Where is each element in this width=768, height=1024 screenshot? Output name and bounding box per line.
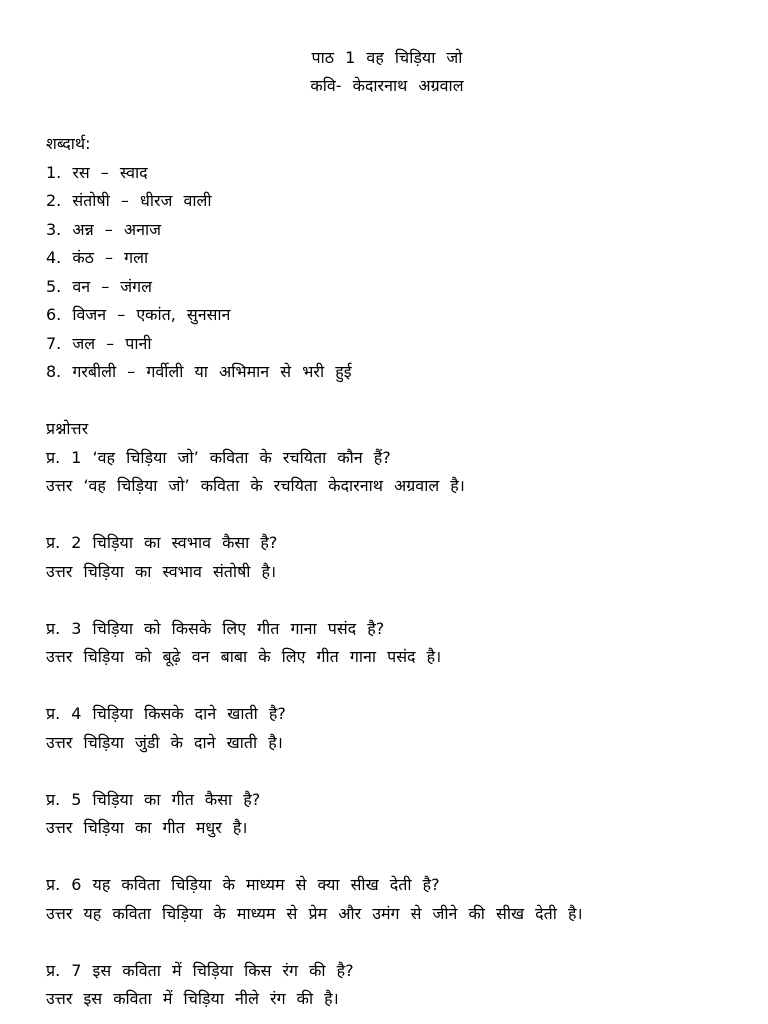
answer-text: उत्तर चिड़िया को बूढ़े वन बाबा के लिए गीत गाना पसंद है। — [46, 647, 442, 666]
poet-line: कवि- केदारनाथ अग्रवाल — [310, 76, 464, 95]
question-text: प्र. 5 चिड़िया का गीत कैसा है? — [46, 789, 261, 809]
glossary-heading: शब्दार्थ: — [46, 134, 91, 153]
glossary-list — [46, 159, 728, 387]
question-text: प्र. 4 चिड़िया किसके दाने खाती है? — [46, 704, 286, 723]
title-block — [46, 44, 728, 100]
qa-item — [46, 786, 728, 843]
qa-list — [46, 444, 728, 1014]
question-text: प्र. 1 ‘वह चिड़िया जो’ कविता के रचयिता कौन हैं? — [46, 447, 391, 467]
qa-item — [46, 871, 728, 928]
answer-text: उत्तर चिड़िया जुंडी के दाने खाती है। — [46, 732, 283, 752]
spacer — [46, 100, 728, 130]
answer-text: उत्तर यह कविता चिड़िया के माध्यम से प्रेम और उमंग से जीने की सीख देती है। — [46, 903, 583, 923]
answer-text: उत्तर चिड़िया का स्वभाव संतोषी है। — [46, 561, 277, 581]
glossary-item: 2. संतोषी – धीरज वाली — [46, 191, 212, 210]
question-text: प्र. 7 इस कविता में चिड़िया किस रंग की है? — [46, 960, 354, 980]
qa-item — [46, 700, 728, 757]
glossary-item: 4. कंठ – गला — [46, 248, 149, 267]
glossary-section — [46, 130, 728, 387]
qa-item — [46, 529, 728, 586]
answer-text: उत्तर चिड़िया का गीत मधुर है। — [46, 818, 248, 837]
glossary-item: 8. गरबीली – गर्वीली या अभिमान से भरी हुई — [46, 362, 352, 381]
question-text: प्र. 3 चिड़िया को किसके लिए गीत गाना पसंद है? — [46, 618, 385, 638]
glossary-item: 3. अन्न – अनाज — [46, 219, 161, 239]
lesson-title: पाठ 1 वह चिड़िया जो — [311, 48, 463, 67]
question-text: प्र. 6 यह कविता चिड़िया के माध्यम से क्या सीख देती है? — [46, 875, 440, 894]
qa-section — [46, 415, 728, 1014]
qa-item — [46, 444, 728, 501]
answer-text: उत्तर ‘वह चिड़िया जो’ कविता के रचयिता केदारनाथ अग्रवाल है। — [46, 476, 465, 495]
qa-item — [46, 957, 728, 1014]
glossary-item: 1. रस – स्वाद — [46, 162, 148, 182]
qa-heading: प्रश्नोत्तर — [46, 419, 89, 438]
glossary-item: 5. वन – जंगल — [46, 276, 153, 296]
glossary-item: 7. जल – पानी — [46, 333, 152, 353]
question-text: प्र. 2 चिड़िया का स्वभाव कैसा है? — [46, 533, 278, 552]
qa-item — [46, 615, 728, 672]
answer-text: उत्तर इस कविता में चिड़िया नीले रंग की है। — [46, 989, 339, 1008]
spacer — [46, 387, 728, 416]
glossary-item: 6. विजन – एकांत, सुनसान — [46, 305, 231, 324]
